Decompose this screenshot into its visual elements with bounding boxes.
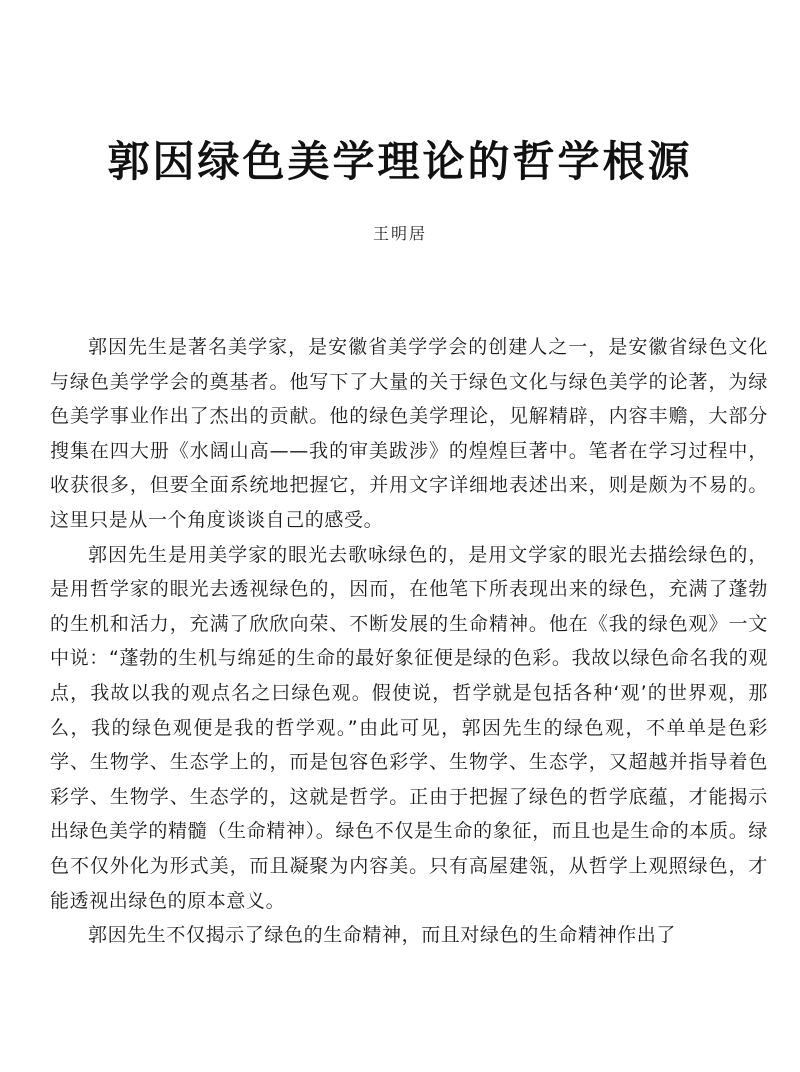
article-title: 郭因绿色美学理论的哲学根源	[107, 137, 693, 186]
article-author: 王明居	[372, 224, 427, 243]
article-body	[50, 330, 768, 953]
paragraph: 郭因先生是用美学家的眼光去歌咏绿色的，是用文学家的眼光去描绘绿色的，是用哲学家的眼光去透视绿色的，因而，在他笔下所表现出来的绿色，充满了蓬勃的生机和活力，充满了欣欣向荣、不断发展的生命精神。他在《我的绿色观》一文中说：“蓬勃的生机与绵延的生命的最好象征便是绿的色彩。我故以绿色命名我的观点，我故以我的观点名之曰绿色观。假使说，哲学就是包括各种‘观’的世界观，那么，我的绿色观便是我的哲学观。”由此可见，郭因先生的绿色观，不单单是色彩学、生物学、生态学上的，而是包容色彩学、生物学、生态学，又超越并指导着色彩学、生物学、生态学的，这就是哲学。正由于把握了绿色的哲学底蕴，才能揭示出绿色美学的精髓（生命精神）。绿色不仅是生命的象征，而且也是生命的本质。绿色不仅外化为形式美，而且凝聚为内容美。只有高屋建瓴，从哲学上观照绿色，才能透视出绿色的原本意义。	[50, 543, 768, 912]
paragraph: 郭因先生不仅揭示了绿色的生命精神，而且对绿色的生命精神作出了	[88, 924, 677, 947]
paragraph: 郭因先生是著名美学家，是安徽省美学学会的创建人之一，是安徽省绿色文化与绿色美学学会的奠基者。他写下了大量的关于绿色文化与绿色美学的论著，为绿色美学事业作出了杰出的贡献。他的绿色美学理论，见解精辟，内容丰赡，大部分搜集在四大册《水阔山高——我的审美跋涉》的煌煌巨著中。笔者在学习过程中，收获很多，但要全面系统地把握它，并用文字详细地表述出来，则是颇为不易的。这里只是从一个角度谈谈自己的感受。	[50, 336, 768, 531]
